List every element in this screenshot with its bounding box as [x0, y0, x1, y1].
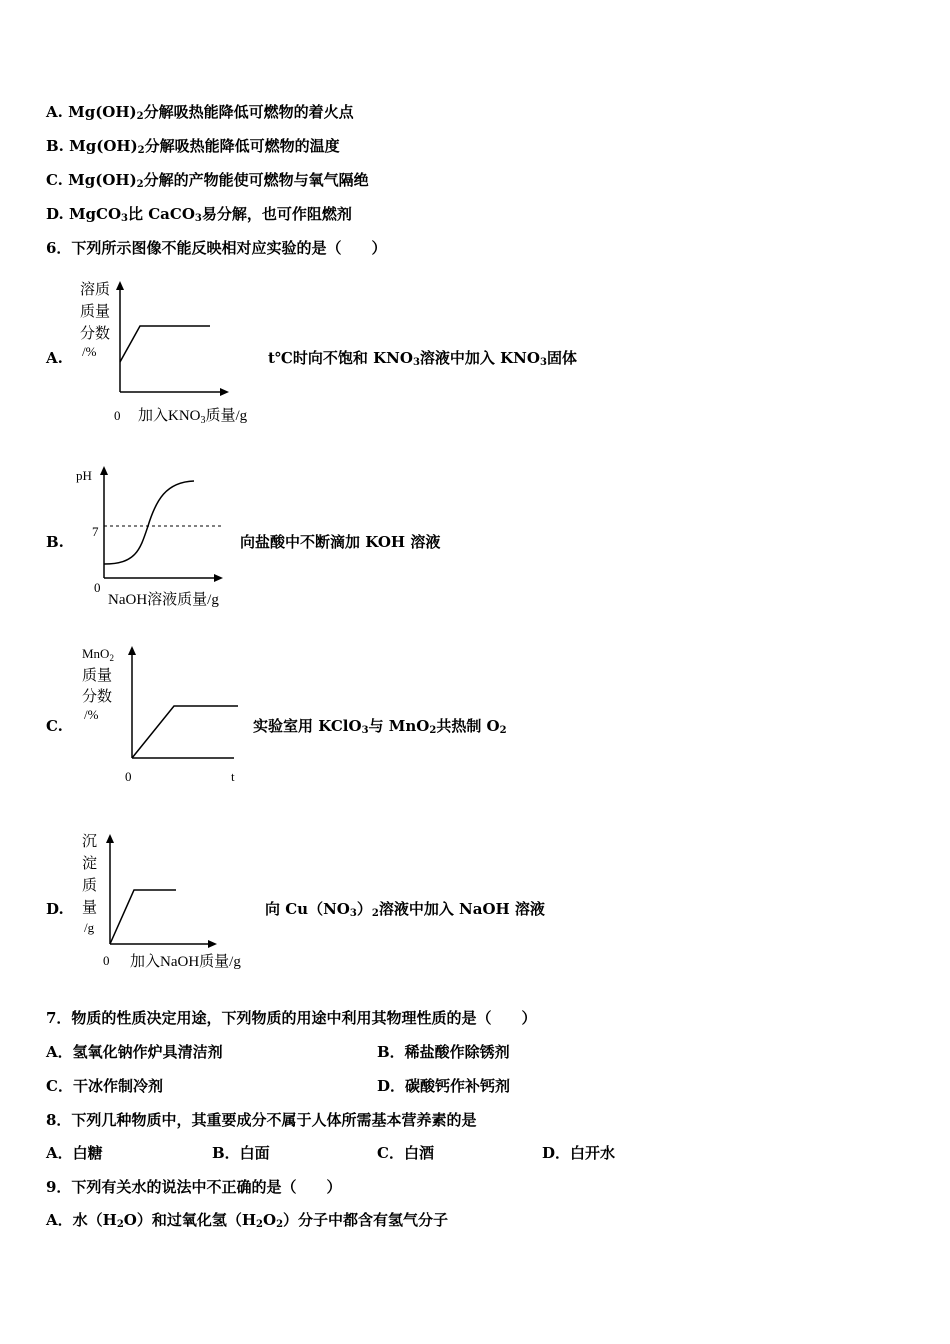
q7-stem: 7．物质的性质决定用途，下列物质的用途中利用其物理性质的是（ ） [46, 1009, 537, 1027]
graph-c-curve [132, 706, 238, 758]
q5-option-d: D. MgCO$_3$比 CaCO$_3$易分解，也可作阻燃剂 [46, 205, 352, 224]
graph-a-x-arrow [220, 388, 229, 396]
q6-option-b-desc: 向盐酸中不断滴加 KOH 溶液 [240, 533, 441, 551]
q6-graph-a [76, 278, 276, 430]
q6-option-d-label: D. [46, 900, 64, 918]
graph-b-origin: 0 [94, 580, 101, 595]
graph-d-xlabel: 加入NaOH质量/g [130, 954, 241, 970]
graph-c-ylabel-3: 分数 [82, 689, 113, 705]
graph-b-xlabel: NaOH溶液质量/g [108, 592, 219, 608]
q7-option-b: B．稀盐酸作除锈剂 [377, 1043, 510, 1061]
graph-b-ylabel: pH [76, 468, 92, 483]
graph-b-ytick-7: 7 [92, 524, 99, 539]
graph-d-ylabel-1: 沉 [82, 834, 98, 850]
graph-a-xlabel: 加入$KNO_3$质量/g [138, 408, 248, 426]
graph-a-y-arrow [116, 281, 124, 290]
graph-a-ylabel-1: 溶质 [80, 282, 111, 298]
graph-d-curve [110, 890, 176, 944]
q6-graph-b [74, 462, 254, 612]
graph-d-ylabel-2: 淀 [82, 856, 98, 872]
graph-a-ylabel-3: 分数 [80, 326, 111, 342]
q8-option-c: C．白酒 [377, 1144, 434, 1162]
graph-a-curve [120, 326, 210, 362]
q7-option-a: A．氢氧化钠作炉具清洁剂 [46, 1043, 223, 1061]
q8-stem: 8．下列几种物质中，其重要成分不属于人体所需基本营养素的是 [46, 1111, 477, 1129]
graph-c-ylabel-1: MnO$_2$ [82, 646, 114, 663]
q8-option-a: A．白糖 [46, 1144, 103, 1162]
graph-c-ylabel-2: 质量 [82, 668, 113, 684]
graph-c-ylabel-4: /% [84, 707, 99, 722]
graph-d-x-arrow [208, 940, 217, 948]
q6-option-c-label: C. [46, 717, 63, 735]
q6-option-b-label: B. [46, 533, 64, 551]
graph-c-origin: 0 [125, 769, 132, 784]
graph-b-x-arrow [214, 574, 223, 582]
q7-option-c: C．干冰作制冷剂 [46, 1077, 163, 1095]
q7-option-d: D．碳酸钙作补钙剂 [377, 1077, 511, 1095]
graph-b-curve [104, 481, 194, 564]
q6-option-a-desc: t℃时向不饱和 $KNO_3$溶液中加入 $KNO_3$固体 [268, 349, 577, 368]
graph-d-y-arrow [106, 834, 114, 843]
q9-stem: 9．下列有关水的说法中不正确的是（ ） [46, 1178, 342, 1196]
graph-d-origin: 0 [103, 953, 110, 968]
graph-c-y-arrow [128, 646, 136, 655]
graph-d-ylabel-5: /g [84, 920, 95, 935]
q6-option-a-label: A. [46, 349, 63, 367]
q5-option-b: B. $Mg(OH)_2$分解吸热能降低可燃物的温度 [46, 137, 340, 156]
q9-option-a: A．水$(H_2O)$和过氧化氢$(H_2O_2)$分子中都含有氢气分子 [46, 1211, 449, 1230]
q8-option-d: D．白开水 [542, 1144, 616, 1162]
graph-d-ylabel-4: 量 [82, 900, 98, 916]
graph-a-ylabel-2: 质量 [80, 304, 111, 320]
graph-d-ylabel-3: 质 [82, 878, 98, 894]
q6-graph-d [76, 828, 266, 978]
q5-option-a: A. $Mg(OH)_2$分解吸热能降低可燃物的着火点 [46, 103, 354, 122]
q6-stem: 6．下列所示图像不能反映相对应实验的是（ ） [46, 239, 387, 257]
graph-a-ylabel-4: /% [82, 344, 97, 359]
graph-b-y-arrow [100, 466, 108, 475]
q6-option-c-desc: 实验室用 KClO$_3$与 MnO$_2$共热制 $O_2$ [253, 717, 507, 736]
q6-option-d-desc: 向 $Cu(NO_3)_2$溶液中加入 NaOH 溶液 [265, 900, 545, 919]
graph-c-xlabel: t [231, 769, 235, 784]
q8-option-b: B．白面 [212, 1144, 270, 1162]
q5-option-c: C. $Mg(OH)_2$分解的产物能使可燃物与氧气隔绝 [46, 171, 369, 190]
q6-graph-c [76, 640, 256, 790]
graph-a-origin: 0 [114, 408, 121, 423]
